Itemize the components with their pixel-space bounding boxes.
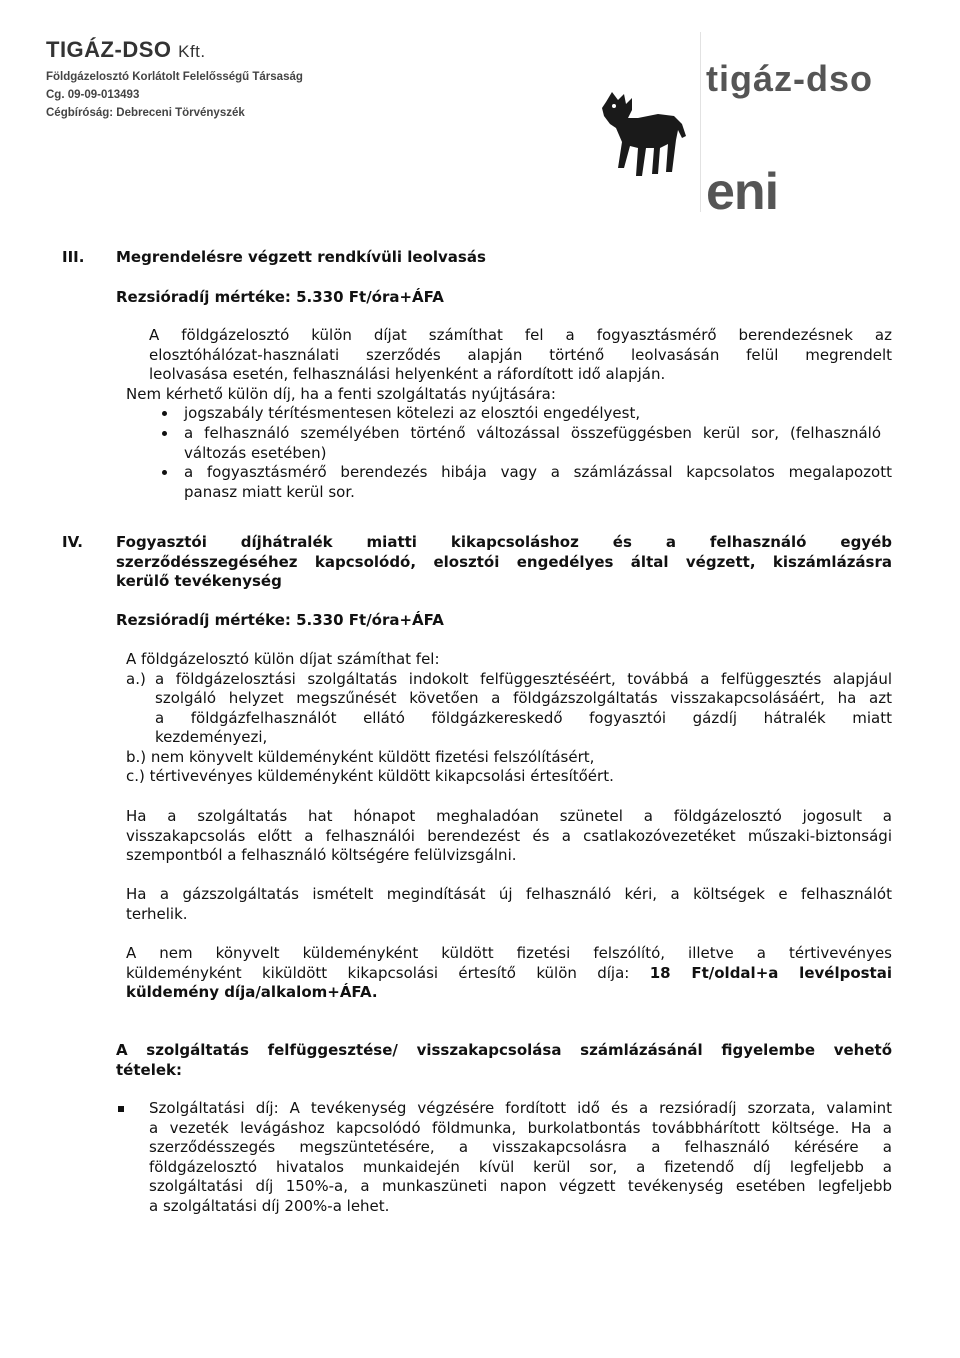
bullet-icon — [162, 470, 167, 475]
list-item: a fogyasztásmérő berendezés hibája vagy a számlázással kapcsolatos megalapozott — [184, 463, 892, 481]
section-number: IV. — [62, 533, 83, 551]
list-item-continuation: a földgázfelhasználót ellátó földgázkereskedő fogyasztói gázdíj hátralék miatt — [155, 708, 892, 727]
rate-line: Rezsióradíj mértéke: 5.330 Ft/óra+ÁFA — [116, 288, 444, 306]
no-fee-intro: Nem kérhető külön díj, ha a fenti szolgáltatás nyújtására: — [126, 385, 556, 403]
brand-wordmark: tigáz-dso — [706, 58, 873, 99]
list-item: a felhasználó személyében történő változással összefüggésben kerül sor, (felhasználó — [184, 424, 881, 442]
rate-line: Rezsióradíj mértéke: 5.330 Ft/óra+ÁFA — [116, 611, 444, 629]
billing-title-line: tételek: — [116, 1060, 182, 1079]
court-registry: Cégbíróság: Debreceni Törvényszék — [46, 107, 245, 119]
paragraph-line — [126, 964, 892, 984]
company-suffix: Kft. — [178, 42, 206, 61]
paragraph-line: terhelik. — [126, 904, 188, 923]
company-name-text: TIGÁZ-DSO — [46, 37, 172, 62]
fee-text: küldeményként kiküldött kikapcsolási értesítő külön díja: — [126, 963, 630, 982]
list-item: b.) nem könyvelt küldeményként küldött fizetési felszólításért, — [126, 747, 595, 766]
fee-amount: 18 Ft/oldal+a levélpostai — [649, 963, 892, 982]
company-name — [46, 38, 303, 64]
list-item: c.) tértivevényes küldeményként küldött kikapcsolási értesítőért. — [126, 767, 614, 785]
billing-title-line: A szolgáltatás felfüggesztése/ visszakapcsolása számlázásánál figyelembe vehető — [116, 1041, 892, 1059]
registry-number: Cg. 09-09-013493 — [46, 89, 140, 101]
square-bullet-icon — [118, 1106, 124, 1112]
paragraph-line: Ha a szolgáltatás hat hónapot meghaladóan szünetel a földgázelosztó jogosult a — [126, 807, 892, 825]
list-item-continuation: szolgáltatási díj 150%-a, a munkaszüneti napon végzett tevékenység esetében legfeljebb — [149, 1177, 892, 1195]
bullet-icon — [162, 431, 167, 436]
list-item: a földgázelosztási szolgáltatás indokolt felfüggesztéséért, továbbá a felfüggesztés alapjául — [155, 669, 892, 688]
section-title-line: Fogyasztói díjhátralék miatti kikapcsoláshoz és a felhasználó egyéb — [116, 533, 892, 551]
list-item: Szolgáltatási díj: A tevékenység végzésére fordított idő és a rezsióradíj szorzata, valamint — [149, 1099, 892, 1117]
fee-amount-continuation: küldemény díja/alkalom+ÁFA. — [126, 983, 378, 1001]
paragraph-line: elosztóhálózat-használati szerződés alapján történő leolvasásán felül megrendelt — [149, 345, 892, 364]
company-full-name: Földgázelosztó Korlátolt Felelősségű Társaság — [46, 71, 303, 83]
paragraph-line: Ha a gázszolgáltatás ismételt megindítását új felhasználó kéri, a költségek e felhasználót — [126, 885, 892, 903]
paragraph-line: visszakapcsolás előtt a felhasználói berendezést és a csatlakozóvezetéket műszaki-biztonsági — [126, 826, 892, 845]
section-title-line: szerződésszegéséhez kapcsolódó, elosztói engedélyes által végzett, kiszámlázásra — [116, 552, 892, 571]
bullet-icon — [162, 411, 167, 416]
paragraph-line: A földgázelosztó külön díjat számíthat fel a fogyasztásmérő berendezésnek az — [149, 326, 892, 344]
list-item-continuation: földgázelosztó hivatalos munkaidején kívül kerül sor, a fizetendő díj legfeljebb a — [149, 1157, 892, 1176]
eni-wordmark: eni — [706, 163, 779, 221]
list-item-continuation: szolgáló helyzet megszűnését követően a földgázszolgáltatás visszakapcsolásáért, ha azt — [155, 689, 892, 707]
list-item-continuation: panasz miatt kerül sor. — [184, 482, 355, 501]
list-item-continuation: a vezeték levágáshoz kapcsolódó földmunka, burkolatbontás továbbhárított költsége. Ha a — [149, 1118, 892, 1137]
list-item-continuation: kezdeményezi, — [155, 728, 268, 746]
list-item: jogszabály térítésmentesen kötelezi az elosztói engedélyest, — [184, 404, 641, 422]
list-item-continuation: változás esetében) — [184, 443, 327, 462]
section-number: III. — [62, 248, 85, 266]
section-title-line: kerülő tevékenység — [116, 572, 282, 590]
section-title: Megrendelésre végzett rendkívüli leolvasás — [116, 248, 486, 266]
six-legged-dog-logo-icon — [598, 88, 690, 184]
paragraph-line: A nem könyvelt küldeményként küldött fizetési felszólító, illetve a tértivevényes — [126, 944, 892, 962]
paragraph-line: leolvasása esetén, felhasználási helyenként a ráfordított idő alapján. — [149, 365, 666, 383]
item-label: a.) — [126, 669, 146, 688]
letterhead — [46, 38, 303, 122]
list-item-continuation: szerződésszegés megszüntetésére, a visszakapcsolásra a felhasználó kérésére a — [149, 1138, 892, 1156]
header-divider — [700, 32, 701, 212]
list-item-continuation: a szolgáltatási díj 200%-a lehet. — [149, 1196, 390, 1215]
fee-intro: A földgázelosztó külön díjat számíthat fel: — [126, 650, 440, 668]
paragraph-line: szempontból a felhasználó költségére felülvizsgálni. — [126, 846, 517, 864]
